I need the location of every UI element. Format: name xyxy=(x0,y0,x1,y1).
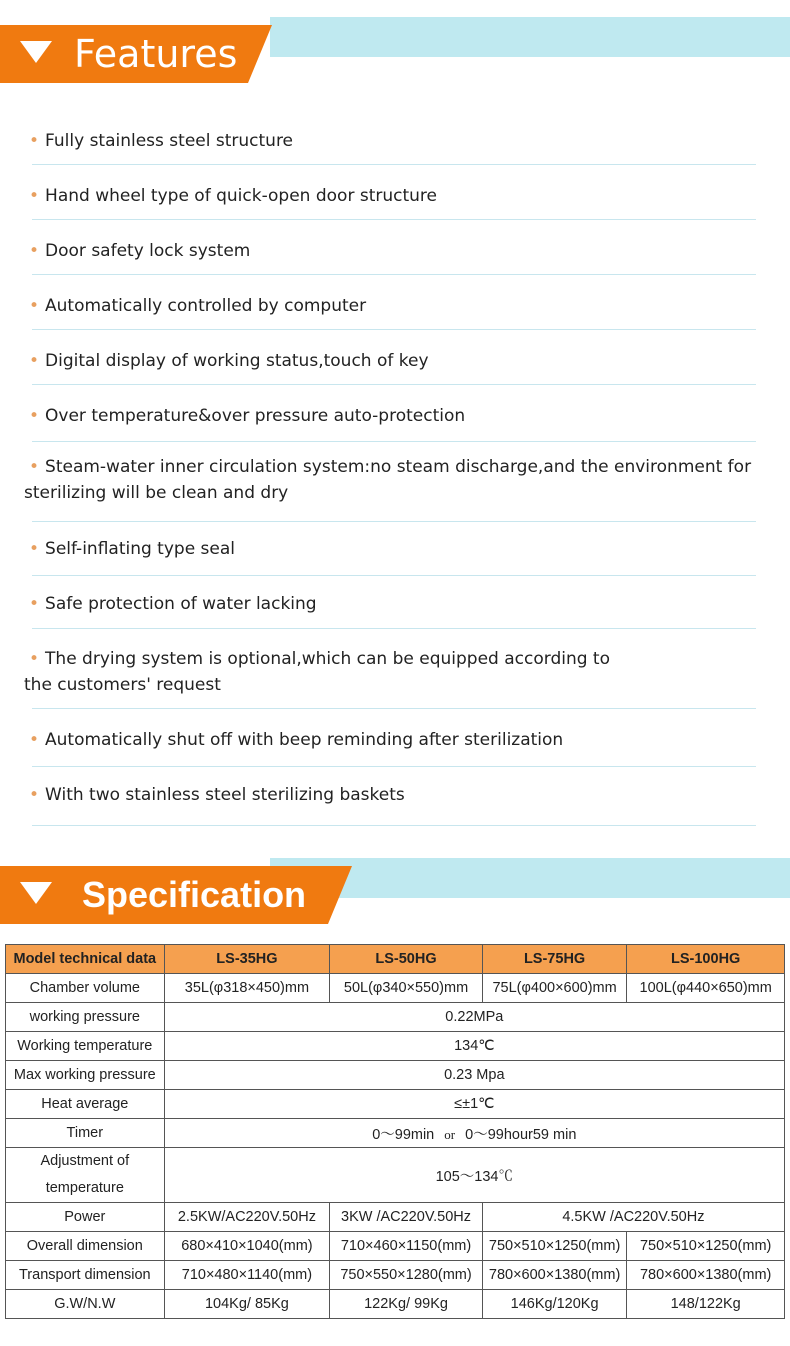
table-cell: 710×480×1140(mm) xyxy=(164,1261,330,1290)
triangle-down-icon xyxy=(20,41,52,63)
table-row xyxy=(6,1061,785,1090)
specification-title: Specification xyxy=(82,874,307,915)
row-label: Adjustment of temperature xyxy=(6,1148,165,1203)
table-cell: 4.5KW /AC220V.50Hz xyxy=(482,1203,784,1232)
row-label: Heat average xyxy=(6,1090,165,1119)
table-row xyxy=(6,1148,785,1203)
bullet-dot-icon: • xyxy=(29,406,40,426)
table-cell: 122Kg/ 99Kg xyxy=(330,1290,483,1319)
table-row xyxy=(6,1119,785,1148)
list-item: • Fully stainless steel structure xyxy=(0,110,790,165)
list-item: • Door safety lock system xyxy=(0,220,790,275)
table-header: LS-75HG xyxy=(482,945,627,974)
table-cell: 0.23 Mpa xyxy=(164,1061,784,1090)
table-cell: 100L(φ440×650)mm xyxy=(627,974,785,1003)
table-header: LS-50HG xyxy=(330,945,483,974)
table-header-row xyxy=(6,945,785,974)
table-row xyxy=(6,1203,785,1232)
table-cell: 50L(φ340×550)mm xyxy=(330,974,483,1003)
table-row xyxy=(6,1003,785,1032)
table-cell: 780×600×1380(mm) xyxy=(482,1261,627,1290)
table-cell: 780×600×1380(mm) xyxy=(627,1261,785,1290)
table-cell: 0～99min or 0～99hour59 min xyxy=(164,1119,784,1148)
list-item: • Self-inflating type seal xyxy=(0,522,790,576)
row-label: Timer xyxy=(6,1119,165,1148)
bullet-dot-icon: • xyxy=(29,241,40,261)
table-row xyxy=(6,1032,785,1061)
table-cell: 750×510×1250(mm) xyxy=(627,1232,785,1261)
bullet-dot-icon: • xyxy=(29,730,40,750)
list-item: • Digital display of working status,touch of key xyxy=(0,330,790,385)
row-label: G.W/N.W xyxy=(6,1290,165,1319)
bullet-dot-icon: • xyxy=(29,186,40,206)
bullet-dot-icon: • xyxy=(29,649,40,669)
table-row xyxy=(6,974,785,1003)
list-item: • Automatically shut off with beep reminding after sterilization xyxy=(0,709,790,767)
table-cell: 105～134℃ xyxy=(164,1148,784,1203)
banner-band xyxy=(270,858,790,898)
features-list xyxy=(0,110,790,826)
table-cell: 710×460×1150(mm) xyxy=(330,1232,483,1261)
table-cell: 2.5KW/AC220V.50Hz xyxy=(164,1203,330,1232)
table-cell: 35L(φ318×450)mm xyxy=(164,974,330,1003)
table-row xyxy=(6,1290,785,1319)
table-cell: ≤±1℃ xyxy=(164,1090,784,1119)
features-title: Features xyxy=(74,32,238,76)
table-row xyxy=(6,1261,785,1290)
triangle-down-icon xyxy=(20,882,52,904)
table-cell: 146Kg/120Kg xyxy=(482,1290,627,1319)
table-cell: 750×510×1250(mm) xyxy=(482,1232,627,1261)
table-header: LS-100HG xyxy=(627,945,785,974)
row-label: Chamber volume xyxy=(6,974,165,1003)
list-item: • Over temperature&over pressure auto-protection xyxy=(0,385,790,442)
bullet-dot-icon: • xyxy=(29,785,40,805)
table-cell: 134℃ xyxy=(164,1032,784,1061)
specification-banner xyxy=(0,858,790,922)
row-label: Max working pressure xyxy=(6,1061,165,1090)
bullet-dot-icon: • xyxy=(29,539,40,559)
spec-table xyxy=(5,944,785,1319)
row-label: Power xyxy=(6,1203,165,1232)
row-label: working pressure xyxy=(6,1003,165,1032)
features-banner xyxy=(0,17,790,81)
row-label: Working temperature xyxy=(6,1032,165,1061)
table-cell: 0.22MPa xyxy=(164,1003,784,1032)
table-cell: 3KW /AC220V.50Hz xyxy=(330,1203,483,1232)
table-cell: 75L(φ400×600)mm xyxy=(482,974,627,1003)
table-cell: 750×550×1280(mm) xyxy=(330,1261,483,1290)
table-header: LS-35HG xyxy=(164,945,330,974)
banner-band xyxy=(270,17,790,57)
bullet-dot-icon: • xyxy=(29,131,40,151)
list-item: • Automatically controlled by computer xyxy=(0,275,790,330)
table-header: Model technical data xyxy=(6,945,165,974)
list-item: • Hand wheel type of quick-open door structure xyxy=(0,165,790,220)
list-item: • With two stainless steel sterilizing baskets xyxy=(0,767,790,826)
table-cell: 148/122Kg xyxy=(627,1290,785,1319)
list-item: • Steam-water inner circulation system:no steam discharge,and the environment for sterilizing will be clean and dry xyxy=(0,442,790,522)
list-item: • The drying system is optional,which can be equipped according to the customers' request xyxy=(0,629,790,709)
row-label: Overall dimension xyxy=(6,1232,165,1261)
table-row xyxy=(6,1090,785,1119)
list-item: • Safe protection of water lacking xyxy=(0,576,790,629)
bullet-dot-icon: • xyxy=(29,351,40,371)
table-cell: 104Kg/ 85Kg xyxy=(164,1290,330,1319)
bullet-dot-icon: • xyxy=(29,594,40,614)
table-cell: 680×410×1040(mm) xyxy=(164,1232,330,1261)
table-row xyxy=(6,1232,785,1261)
bullet-dot-icon: • xyxy=(29,296,40,316)
bullet-dot-icon: • xyxy=(29,457,40,477)
row-label: Transport dimension xyxy=(6,1261,165,1290)
